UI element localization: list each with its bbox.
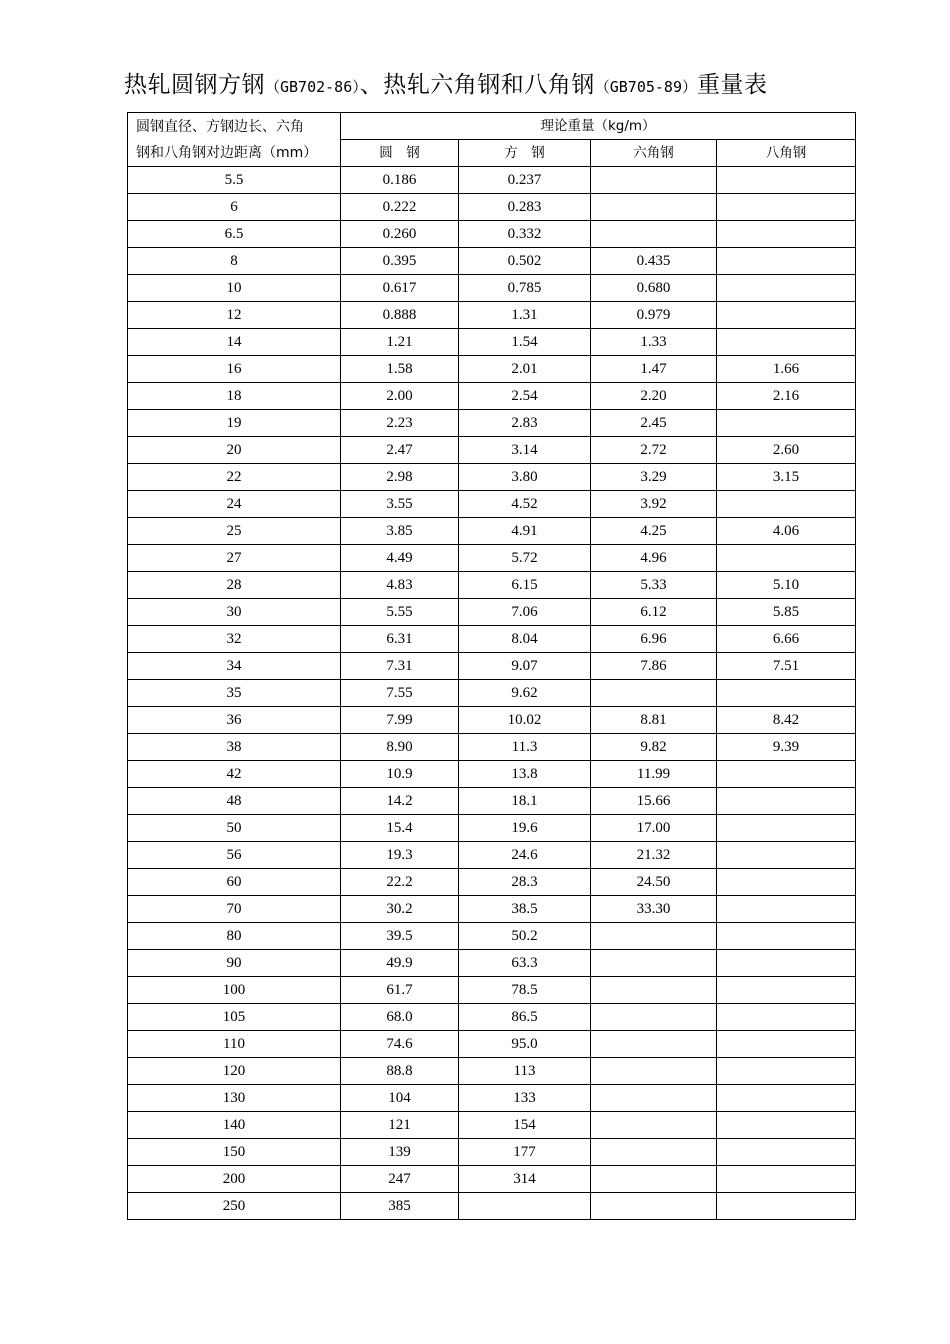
table-row [128,707,856,734]
round-weight-cell: 0.395 [341,248,459,275]
table-row [128,1031,856,1058]
round-weight-cell: 2.00 [341,383,459,410]
hexagon-weight-cell: 1.33 [591,329,717,356]
size-cell: 80 [128,923,341,950]
octagon-weight-cell [717,788,856,815]
octagon-weight-cell [717,410,856,437]
round-weight-cell: 49.9 [341,950,459,977]
size-cell: 100 [128,977,341,1004]
hexagon-weight-cell: 3.92 [591,491,717,518]
round-weight-cell: 0.186 [341,167,459,194]
round-weight-cell: 3.85 [341,518,459,545]
round-weight-cell: 19.3 [341,842,459,869]
octagon-weight-cell: 2.16 [717,383,856,410]
round-weight-cell: 61.7 [341,977,459,1004]
round-weight-cell: 0.617 [341,275,459,302]
hexagon-weight-cell [591,977,717,1004]
octagon-weight-cell [717,761,856,788]
square-weight-cell: 78.5 [459,977,591,1004]
square-weight-cell: 0.283 [459,194,591,221]
round-weight-cell: 385 [341,1193,459,1220]
round-weight-cell: 2.98 [341,464,459,491]
octagon-weight-cell [717,1031,856,1058]
hexagon-weight-cell: 7.86 [591,653,717,680]
title-part-2: 、热轧六角钢和八角钢 [359,72,595,98]
square-weight-cell: 314 [459,1166,591,1193]
table-row [128,464,856,491]
octagon-weight-cell [717,1139,856,1166]
round-weight-cell: 3.55 [341,491,459,518]
table-row [128,869,856,896]
table-row [128,275,856,302]
size-cell: 6.5 [128,221,341,248]
size-header-line-1: 圆钢直径、方钢边长、六角 [136,118,304,135]
round-weight-cell: 5.55 [341,599,459,626]
octagon-weight-cell: 3.15 [717,464,856,491]
hexagon-weight-cell: 9.82 [591,734,717,761]
page-title [124,66,768,99]
size-cell: 60 [128,869,341,896]
square-weight-cell: 154 [459,1112,591,1139]
size-header-line-2: 钢和八角钢对边距离（mm） [136,144,318,161]
octagon-weight-cell: 9.39 [717,734,856,761]
title-part-1: 热轧圆钢方钢 [124,72,265,98]
hexagon-weight-cell [591,1085,717,1112]
round-weight-cell: 247 [341,1166,459,1193]
table-row [128,437,856,464]
square-weight-cell: 5.72 [459,545,591,572]
hexagon-weight-cell: 3.29 [591,464,717,491]
round-weight-cell: 15.4 [341,815,459,842]
table-body [128,167,856,1220]
hexagon-weight-cell: 0.680 [591,275,717,302]
square-weight-cell: 8.04 [459,626,591,653]
octagon-weight-cell [717,248,856,275]
hexagon-weight-cell [591,1166,717,1193]
hexagon-weight-cell [591,923,717,950]
octagon-weight-cell [717,1058,856,1085]
hexagon-weight-cell: 5.33 [591,572,717,599]
table-row [128,1058,856,1085]
round-weight-cell: 0.888 [341,302,459,329]
round-weight-cell: 68.0 [341,1004,459,1031]
octagon-weight-cell [717,842,856,869]
size-cell: 250 [128,1193,341,1220]
hexagon-weight-cell [591,1193,717,1220]
square-weight-cell: 38.5 [459,896,591,923]
hexagon-weight-cell: 21.32 [591,842,717,869]
round-weight-cell: 7.99 [341,707,459,734]
square-weight-cell: 1.31 [459,302,591,329]
octagon-weight-cell: 4.06 [717,518,856,545]
square-weight-cell: 0.237 [459,167,591,194]
round-weight-cell: 104 [341,1085,459,1112]
octagon-weight-cell [717,815,856,842]
square-weight-cell: 4.91 [459,518,591,545]
table-row [128,815,856,842]
size-cell: 70 [128,896,341,923]
octagon-weight-cell [717,1112,856,1139]
octagon-weight-cell [717,329,856,356]
hexagon-weight-cell: 17.00 [591,815,717,842]
round-weight-cell: 4.83 [341,572,459,599]
round-weight-cell: 6.31 [341,626,459,653]
size-cell: 38 [128,734,341,761]
round-weight-cell: 39.5 [341,923,459,950]
size-cell: 200 [128,1166,341,1193]
square-weight-cell: 63.3 [459,950,591,977]
octagon-weight-cell [717,923,856,950]
table-row [128,1193,856,1220]
size-cell: 90 [128,950,341,977]
square-weight-cell: 133 [459,1085,591,1112]
hexagon-weight-cell: 2.45 [591,410,717,437]
round-weight-cell: 4.49 [341,545,459,572]
title-standard-1: （GB702-86） [265,78,360,96]
octagon-weight-cell [717,1193,856,1220]
table-row [128,1112,856,1139]
hexagon-weight-cell: 6.12 [591,599,717,626]
table-row [128,950,856,977]
hexagon-weight-cell: 8.81 [591,707,717,734]
size-cell: 25 [128,518,341,545]
square-weight-cell: 13.8 [459,761,591,788]
octagon-weight-cell [717,491,856,518]
table-row [128,194,856,221]
square-weight-cell: 7.06 [459,599,591,626]
table-row [128,167,856,194]
title-part-3: 重量表 [697,72,768,98]
size-cell: 36 [128,707,341,734]
octagon-weight-cell: 5.10 [717,572,856,599]
table-row [128,221,856,248]
square-weight-cell: 0.332 [459,221,591,248]
size-cell: 18 [128,383,341,410]
hexagon-weight-cell: 24.50 [591,869,717,896]
square-weight-cell: 28.3 [459,869,591,896]
round-weight-cell: 10.9 [341,761,459,788]
table-row [128,1004,856,1031]
round-weight-cell: 2.47 [341,437,459,464]
octagon-weight-cell [717,545,856,572]
table-row [128,572,856,599]
octagon-weight-cell: 1.66 [717,356,856,383]
header-row-1 [128,113,856,140]
hexagon-weight-cell: 2.20 [591,383,717,410]
hexagon-weight-cell: 15.66 [591,788,717,815]
title-standard-2: （GB705-89） [594,78,697,96]
size-cell: 19 [128,410,341,437]
hexagon-steel-header: 六角钢 [591,140,717,167]
table-row [128,518,856,545]
square-weight-cell: 0.785 [459,275,591,302]
octagon-weight-cell: 7.51 [717,653,856,680]
square-weight-cell: 2.83 [459,410,591,437]
table-row [128,491,856,518]
size-cell: 5.5 [128,167,341,194]
table-row [128,842,856,869]
round-steel-header: 圆 钢 [341,140,459,167]
hexagon-weight-cell [591,194,717,221]
table-row [128,626,856,653]
octagon-weight-cell: 8.42 [717,707,856,734]
square-weight-cell: 2.01 [459,356,591,383]
octagon-weight-cell [717,1004,856,1031]
round-weight-cell: 1.21 [341,329,459,356]
square-weight-cell: 18.1 [459,788,591,815]
table-row [128,545,856,572]
round-weight-cell: 22.2 [341,869,459,896]
square-weight-cell: 19.6 [459,815,591,842]
square-weight-cell: 113 [459,1058,591,1085]
size-cell: 56 [128,842,341,869]
size-cell: 12 [128,302,341,329]
hexagon-weight-cell [591,221,717,248]
square-weight-cell: 10.02 [459,707,591,734]
hexagon-weight-cell [591,1139,717,1166]
weight-group-header: 理论重量（kg/m） [341,113,856,140]
table-header [128,113,856,167]
table-row [128,761,856,788]
size-cell: 35 [128,680,341,707]
round-weight-cell: 74.6 [341,1031,459,1058]
square-weight-cell [459,1193,591,1220]
size-cell: 14 [128,329,341,356]
round-weight-cell: 139 [341,1139,459,1166]
size-cell: 30 [128,599,341,626]
size-cell: 27 [128,545,341,572]
square-weight-cell: 2.54 [459,383,591,410]
hexagon-weight-cell [591,1004,717,1031]
table-row [128,1166,856,1193]
round-weight-cell: 1.58 [341,356,459,383]
table-row [128,680,856,707]
square-weight-cell: 11.3 [459,734,591,761]
octagon-weight-cell [717,167,856,194]
octagon-weight-cell [717,1166,856,1193]
size-cell: 105 [128,1004,341,1031]
table-row [128,734,856,761]
square-weight-cell: 3.80 [459,464,591,491]
hexagon-weight-cell: 11.99 [591,761,717,788]
hexagon-weight-cell: 2.72 [591,437,717,464]
octagon-weight-cell: 2.60 [717,437,856,464]
size-cell: 32 [128,626,341,653]
table-row [128,788,856,815]
octagon-steel-header: 八角钢 [717,140,856,167]
hexagon-weight-cell [591,1112,717,1139]
square-weight-cell: 95.0 [459,1031,591,1058]
size-cell: 16 [128,356,341,383]
table-row [128,1139,856,1166]
hexagon-weight-cell: 33.30 [591,896,717,923]
table-row [128,383,856,410]
square-weight-cell: 24.6 [459,842,591,869]
octagon-weight-cell [717,302,856,329]
size-cell: 10 [128,275,341,302]
octagon-weight-cell [717,977,856,1004]
round-weight-cell: 0.260 [341,221,459,248]
size-cell: 28 [128,572,341,599]
square-weight-cell: 177 [459,1139,591,1166]
size-cell: 48 [128,788,341,815]
square-weight-cell: 3.14 [459,437,591,464]
square-weight-cell: 50.2 [459,923,591,950]
octagon-weight-cell [717,194,856,221]
hexagon-weight-cell: 4.96 [591,545,717,572]
square-steel-header: 方 钢 [459,140,591,167]
size-cell: 150 [128,1139,341,1166]
octagon-weight-cell [717,1085,856,1112]
table-row [128,248,856,275]
size-cell: 130 [128,1085,341,1112]
round-weight-cell: 88.8 [341,1058,459,1085]
hexagon-weight-cell: 1.47 [591,356,717,383]
hexagon-weight-cell [591,1031,717,1058]
round-weight-cell: 7.31 [341,653,459,680]
table-row [128,356,856,383]
hexagon-weight-cell: 0.435 [591,248,717,275]
hexagon-weight-cell: 0.979 [591,302,717,329]
table-row [128,302,856,329]
square-weight-cell: 86.5 [459,1004,591,1031]
hexagon-weight-cell: 6.96 [591,626,717,653]
size-cell: 42 [128,761,341,788]
square-weight-cell: 4.52 [459,491,591,518]
size-cell: 8 [128,248,341,275]
table-row [128,410,856,437]
round-weight-cell: 14.2 [341,788,459,815]
table-row [128,599,856,626]
octagon-weight-cell [717,275,856,302]
octagon-weight-cell [717,680,856,707]
size-cell: 20 [128,437,341,464]
size-cell: 22 [128,464,341,491]
weight-table [127,112,856,1220]
size-cell: 50 [128,815,341,842]
hexagon-weight-cell [591,167,717,194]
round-weight-cell: 121 [341,1112,459,1139]
round-weight-cell: 7.55 [341,680,459,707]
square-weight-cell: 6.15 [459,572,591,599]
table-row [128,653,856,680]
square-weight-cell: 9.07 [459,653,591,680]
square-weight-cell: 1.54 [459,329,591,356]
size-cell: 34 [128,653,341,680]
octagon-weight-cell [717,896,856,923]
round-weight-cell: 30.2 [341,896,459,923]
hexagon-weight-cell [591,950,717,977]
round-weight-cell: 0.222 [341,194,459,221]
octagon-weight-cell [717,221,856,248]
size-column-header [128,113,341,167]
octagon-weight-cell: 5.85 [717,599,856,626]
table-row [128,896,856,923]
square-weight-cell: 0.502 [459,248,591,275]
round-weight-cell: 8.90 [341,734,459,761]
octagon-weight-cell [717,869,856,896]
hexagon-weight-cell [591,1058,717,1085]
square-weight-cell: 9.62 [459,680,591,707]
hexagon-weight-cell [591,680,717,707]
size-cell: 110 [128,1031,341,1058]
table-row [128,977,856,1004]
size-cell: 24 [128,491,341,518]
table-row [128,329,856,356]
size-cell: 6 [128,194,341,221]
octagon-weight-cell: 6.66 [717,626,856,653]
table-row [128,923,856,950]
hexagon-weight-cell: 4.25 [591,518,717,545]
size-cell: 140 [128,1112,341,1139]
round-weight-cell: 2.23 [341,410,459,437]
octagon-weight-cell [717,950,856,977]
table-row [128,1085,856,1112]
size-cell: 120 [128,1058,341,1085]
